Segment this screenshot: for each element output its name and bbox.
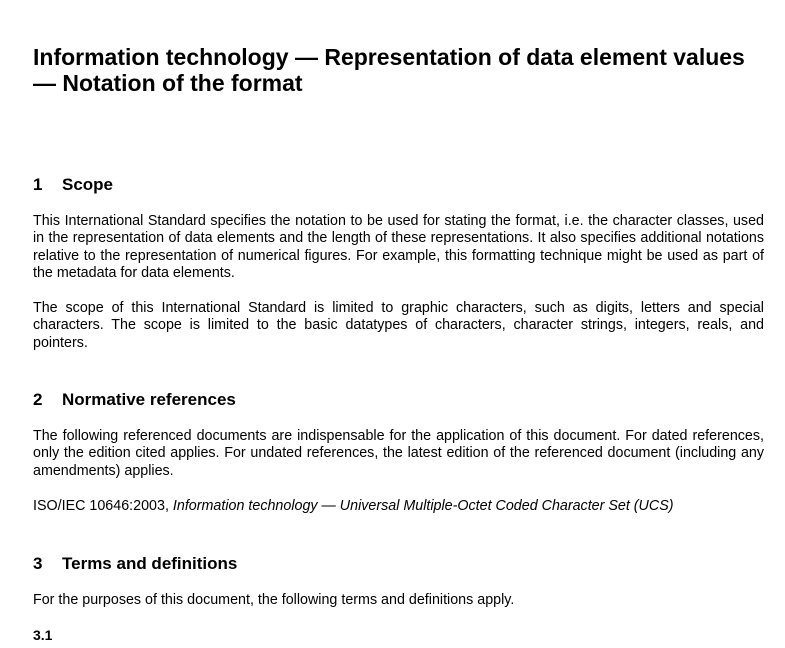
- term-number: 3.1: [33, 627, 53, 643]
- reference-title: Information technology — Universal Multiple-Octet Coded Character Set (UCS): [172, 498, 674, 514]
- scope-paragraph-2: The scope of this International Standard is limited to graphic characters, such as digits, letters and special characters. The scope is limited to the basic datatypes of characters, character strings, integers, reals, and pointers.: [33, 300, 764, 351]
- section-1-number: 1: [33, 175, 43, 194]
- normative-references-paragraph: The following referenced documents are indispensable for the application of this document. For dated references, only the edition cited applies. For undated references, the latest edition of the referenced document (including any amendments) applies.: [33, 428, 764, 479]
- scope-paragraph-1: This International Standard specifies the notation to be used for stating the format, i.e. the character classes, used in the representation of data elements and the length of these representations. It also specifies additional notations relative to the representation of numerical figures. For example, this formatting technique might be used as part of the metadata for data elements.: [33, 213, 764, 281]
- normative-reference-entry: [33, 498, 764, 515]
- section-3-heading: [33, 554, 764, 574]
- section-2-number: 2: [33, 390, 43, 409]
- section-2-title: Normative references: [62, 390, 236, 409]
- section-3-number: 3: [33, 554, 43, 573]
- section-1-title: Scope: [62, 175, 114, 194]
- reference-code: ISO/IEC 10646:2003,: [33, 498, 169, 514]
- section-2-heading: [33, 390, 764, 410]
- document-title: Information technology — Representation of data element values — Notation of the format: [33, 44, 745, 96]
- document-page: [33, 0, 764, 648]
- terms-intro-paragraph: For the purposes of this document, the following terms and definitions apply.: [33, 592, 515, 608]
- section-3-title: Terms and definitions: [62, 554, 238, 573]
- section-1-heading: [33, 175, 764, 195]
